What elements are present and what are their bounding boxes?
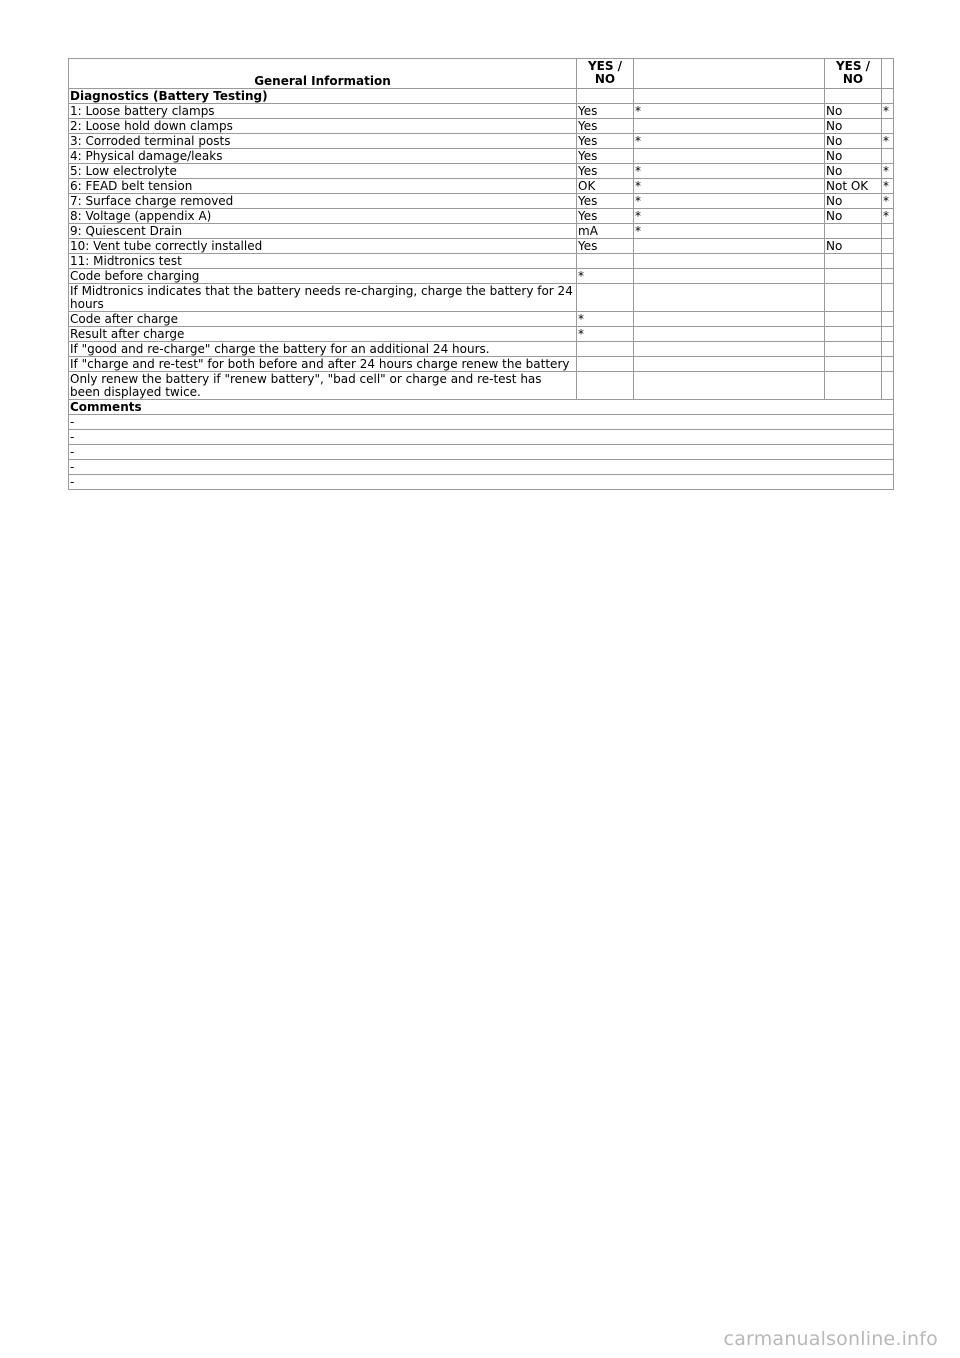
marker-1 bbox=[634, 342, 825, 357]
value-2: No bbox=[825, 149, 882, 164]
comment-line: - bbox=[69, 475, 894, 490]
row-label: 11: Midtronics test bbox=[69, 254, 577, 269]
marker-2 bbox=[882, 239, 894, 254]
value-1: * bbox=[577, 269, 634, 284]
table-row bbox=[69, 327, 894, 342]
yes-no-header-1: YES / NO bbox=[577, 59, 634, 89]
comment-line: - bbox=[69, 445, 894, 460]
marker-1: * bbox=[634, 224, 825, 239]
row-label: Only renew the battery if "renew battery", "bad cell" or charge and re-test has been displayed twice. bbox=[69, 372, 577, 400]
value-2: Not OK bbox=[825, 179, 882, 194]
row-label: 3: Corroded terminal posts bbox=[69, 134, 577, 149]
table-row bbox=[69, 269, 894, 284]
row-label: 4: Physical damage/leaks bbox=[69, 149, 577, 164]
marker-1 bbox=[634, 239, 825, 254]
row-label: Code before charging bbox=[69, 269, 577, 284]
comment-line: - bbox=[69, 460, 894, 475]
value-1: Yes bbox=[577, 209, 634, 224]
section-blank bbox=[577, 89, 634, 104]
header-blank-2 bbox=[882, 59, 894, 89]
value-1: Yes bbox=[577, 104, 634, 119]
value-1: Yes bbox=[577, 149, 634, 164]
value-1 bbox=[577, 284, 634, 312]
value-2: No bbox=[825, 164, 882, 179]
marker-2: * bbox=[882, 134, 894, 149]
value-1 bbox=[577, 254, 634, 269]
value-2: No bbox=[825, 194, 882, 209]
row-label: 6: FEAD belt tension bbox=[69, 179, 577, 194]
value-2: No bbox=[825, 134, 882, 149]
row-label: If Midtronics indicates that the battery needs re-charging, charge the battery for 24 hours bbox=[69, 284, 577, 312]
value-2 bbox=[825, 342, 882, 357]
row-label: 5: Low electrolyte bbox=[69, 164, 577, 179]
marker-2 bbox=[882, 312, 894, 327]
marker-2 bbox=[882, 284, 894, 312]
marker-1 bbox=[634, 312, 825, 327]
marker-1: * bbox=[634, 134, 825, 149]
marker-2 bbox=[882, 327, 894, 342]
comments-section-title: Comments bbox=[69, 400, 894, 415]
marker-1: * bbox=[634, 194, 825, 209]
section-blank bbox=[634, 89, 825, 104]
marker-2: * bbox=[882, 194, 894, 209]
value-2 bbox=[825, 357, 882, 372]
value-1: Yes bbox=[577, 119, 634, 134]
value-2 bbox=[825, 327, 882, 342]
marker-1: * bbox=[634, 209, 825, 224]
yes-no-header-2: YES / NO bbox=[825, 59, 882, 89]
marker-2 bbox=[882, 149, 894, 164]
marker-1: * bbox=[634, 164, 825, 179]
comment-line-row bbox=[69, 415, 894, 430]
value-2: No bbox=[825, 239, 882, 254]
marker-1: * bbox=[634, 179, 825, 194]
value-1: * bbox=[577, 312, 634, 327]
marker-2: * bbox=[882, 209, 894, 224]
value-2: No bbox=[825, 119, 882, 134]
table-row bbox=[69, 164, 894, 179]
value-2: No bbox=[825, 209, 882, 224]
row-label: If "good and re-charge" charge the battery for an additional 24 hours. bbox=[69, 342, 577, 357]
marker-1 bbox=[634, 269, 825, 284]
marker-2: * bbox=[882, 104, 894, 119]
row-label: 2: Loose hold down clamps bbox=[69, 119, 577, 134]
diagnostics-section-row bbox=[69, 89, 894, 104]
battery-test-form bbox=[68, 58, 894, 490]
table-row bbox=[69, 239, 894, 254]
table-row bbox=[69, 149, 894, 164]
row-label: 10: Vent tube correctly installed bbox=[69, 239, 577, 254]
table-row bbox=[69, 254, 894, 269]
table-row bbox=[69, 134, 894, 149]
header-row bbox=[69, 59, 894, 89]
value-2 bbox=[825, 284, 882, 312]
marker-1: * bbox=[634, 104, 825, 119]
marker-2 bbox=[882, 342, 894, 357]
row-label: Code after charge bbox=[69, 312, 577, 327]
table-row bbox=[69, 104, 894, 119]
general-information-header: General Information bbox=[69, 59, 577, 89]
value-2: No bbox=[825, 104, 882, 119]
row-label: Result after charge bbox=[69, 327, 577, 342]
value-1: * bbox=[577, 327, 634, 342]
marker-2 bbox=[882, 254, 894, 269]
value-1: Yes bbox=[577, 239, 634, 254]
marker-1 bbox=[634, 372, 825, 400]
value-1: mA bbox=[577, 224, 634, 239]
marker-2 bbox=[882, 357, 894, 372]
row-label: 7: Surface charge removed bbox=[69, 194, 577, 209]
diagnostics-section-title: Diagnostics (Battery Testing) bbox=[69, 89, 577, 104]
row-label: 9: Quiescent Drain bbox=[69, 224, 577, 239]
marker-2 bbox=[882, 119, 894, 134]
marker-2 bbox=[882, 372, 894, 400]
marker-1 bbox=[634, 254, 825, 269]
value-2 bbox=[825, 224, 882, 239]
marker-1 bbox=[634, 327, 825, 342]
table-row bbox=[69, 194, 894, 209]
marker-2: * bbox=[882, 179, 894, 194]
marker-1 bbox=[634, 119, 825, 134]
comment-line-row bbox=[69, 460, 894, 475]
comment-line: - bbox=[69, 415, 894, 430]
value-1 bbox=[577, 357, 634, 372]
header-blank-1 bbox=[634, 59, 825, 89]
value-1: Yes bbox=[577, 134, 634, 149]
section-blank bbox=[882, 89, 894, 104]
table-row bbox=[69, 284, 894, 312]
comments-section-row bbox=[69, 400, 894, 415]
table-row bbox=[69, 209, 894, 224]
marker-1 bbox=[634, 357, 825, 372]
section-blank bbox=[825, 89, 882, 104]
row-label: 8: Voltage (appendix A) bbox=[69, 209, 577, 224]
row-label: If "charge and re-test" for both before and after 24 hours charge renew the battery bbox=[69, 357, 577, 372]
value-2 bbox=[825, 312, 882, 327]
comment-line-row bbox=[69, 430, 894, 445]
row-label: 1: Loose battery clamps bbox=[69, 104, 577, 119]
marker-1 bbox=[634, 284, 825, 312]
table-row bbox=[69, 312, 894, 327]
value-1: Yes bbox=[577, 164, 634, 179]
table-row bbox=[69, 224, 894, 239]
marker-2 bbox=[882, 269, 894, 284]
value-1: OK bbox=[577, 179, 634, 194]
marker-2 bbox=[882, 224, 894, 239]
value-1: Yes bbox=[577, 194, 634, 209]
value-1 bbox=[577, 372, 634, 400]
table-row bbox=[69, 372, 894, 400]
value-2 bbox=[825, 254, 882, 269]
table-row bbox=[69, 119, 894, 134]
table-row bbox=[69, 342, 894, 357]
value-1 bbox=[577, 342, 634, 357]
marker-2: * bbox=[882, 164, 894, 179]
marker-1 bbox=[634, 149, 825, 164]
table-row bbox=[69, 179, 894, 194]
watermark: carmanualsonline.info bbox=[723, 1328, 938, 1350]
table-row bbox=[69, 357, 894, 372]
value-2 bbox=[825, 372, 882, 400]
comment-line-row bbox=[69, 445, 894, 460]
value-2 bbox=[825, 269, 882, 284]
comment-line-row bbox=[69, 475, 894, 490]
comment-line: - bbox=[69, 430, 894, 445]
